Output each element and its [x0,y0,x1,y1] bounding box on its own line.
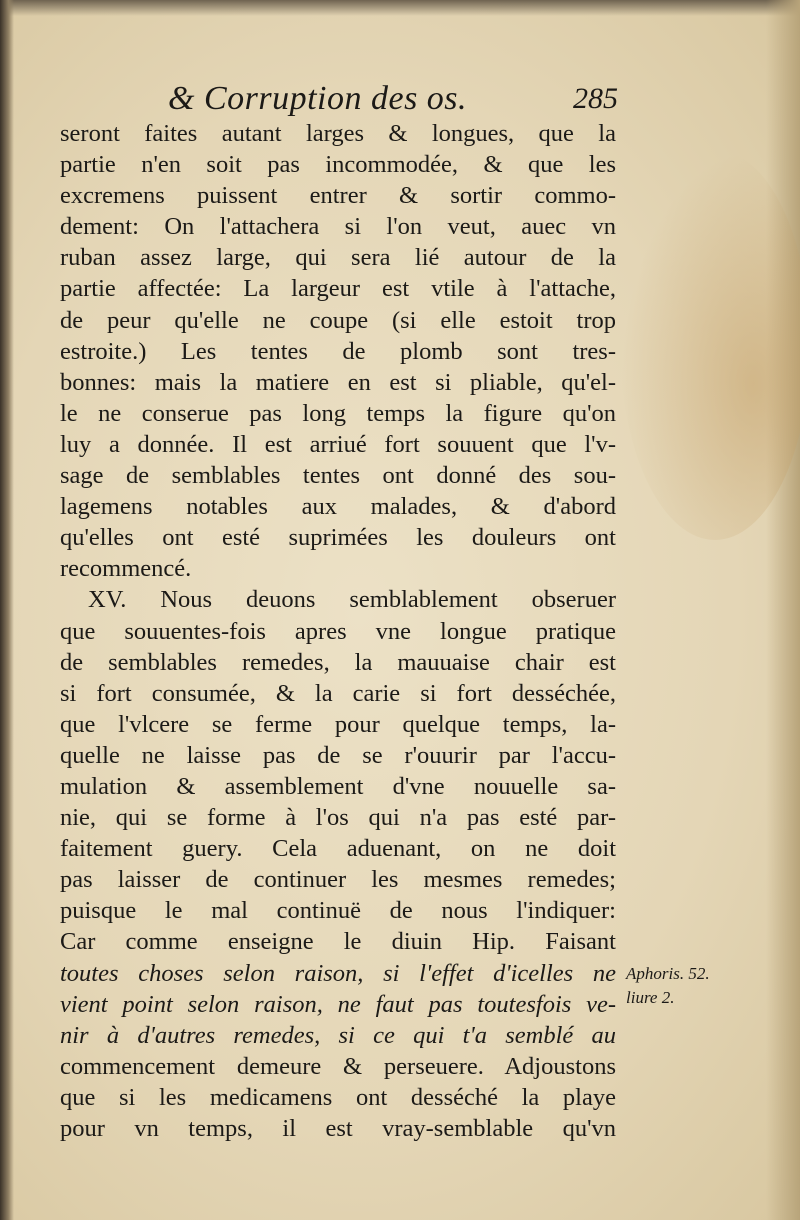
text-line: le ne conserue pas long temps la figure qu'on [60,399,616,427]
text-line: Car comme enseigne le diuin Hip. Faisant [60,928,616,956]
text-line: luy a donnée. Il est arriué fort souuent que l'v- [60,430,616,458]
text-line: partie affectée: La largeur est vtile à l'attache, [60,275,616,303]
text-line: qu'elles ont esté suprimées les douleurs ont [60,524,616,552]
text-line: recommencé. [60,555,192,583]
text-line: que si les medicamens ont desséché la playe [60,1083,616,1111]
text-line: commencement demeure & perseuere. Adjoustons [60,1052,616,1080]
page-gutter-shadow [0,0,14,1220]
section-start-line: XV. Nous deuons semblablement obseruer [88,586,616,614]
margin-note-line: liure 2. [626,988,675,1007]
text-line: de semblables remedes, la mauuaise chair est [60,648,616,676]
text-line: sage de semblables tentes ont donné des sou- [60,462,616,490]
text-line: faitement guery. Cela aduenant, on ne doit [60,835,616,863]
text-line: nie, qui se forme à l'os qui n'a pas esté par- [60,804,616,832]
text-line: si fort consumée, & la carie si fort desséchée, [60,679,616,707]
text-line: estroite.) Les tentes de plomb sont tres- [60,337,616,365]
text-line: lagemens notables aux malades, & d'abord [60,493,616,521]
text-line: de peur qu'elle ne coupe (si elle estoit trop [60,306,616,334]
text-line: pas laisser de continuer les mesmes remedes; [60,866,616,894]
text-line: bonnes: mais la matiere en est si pliable, qu'el- [60,368,616,396]
text-line: que souuentes-fois apres vne longue pratique [60,617,616,645]
text-line: quelle ne laisse pas de se r'ouurir par l'accu- [60,741,616,769]
body-text [60,118,616,1144]
quotation-line: toutes choses selon raison, si l'effet d'icelles ne [60,959,616,987]
text-line: seront faites autant larges & longues, que la [60,120,616,147]
margin-note [626,962,786,1010]
text-line: mulation & assemblement d'vne nouuelle sa- [60,772,616,800]
text-line: dement: On l'attachera si l'on veut, auec vn [60,213,616,241]
water-stain [620,150,800,540]
page-outer-edge [766,0,800,1220]
quotation-line: vient point selon raison, ne faut pas toutesfois ve- [60,990,616,1018]
running-head-title: & Corruption des os. [168,80,468,117]
text-line: partie n'en soit pas incommodée, & que les [60,151,616,179]
quotation-line: nir à d'autres remedes, si ce qui t'a semblé au [60,1021,616,1049]
page-number: 285 [573,82,618,115]
text-line: ruban assez large, qui sera lié autour de la [60,244,616,272]
text-line: puisque le mal continuë de nous l'indiquer: [60,897,616,925]
page-top-edge [0,0,800,16]
text-line: pour vn temps, il est vray-semblable qu'vn [60,1115,616,1142]
text-line: que l'vlcere se ferme pour quelque temps, la- [60,710,616,738]
margin-note-line: Aphoris. 52. [626,964,710,983]
text-line: excremens puissent entrer & sortir commo- [60,182,616,210]
